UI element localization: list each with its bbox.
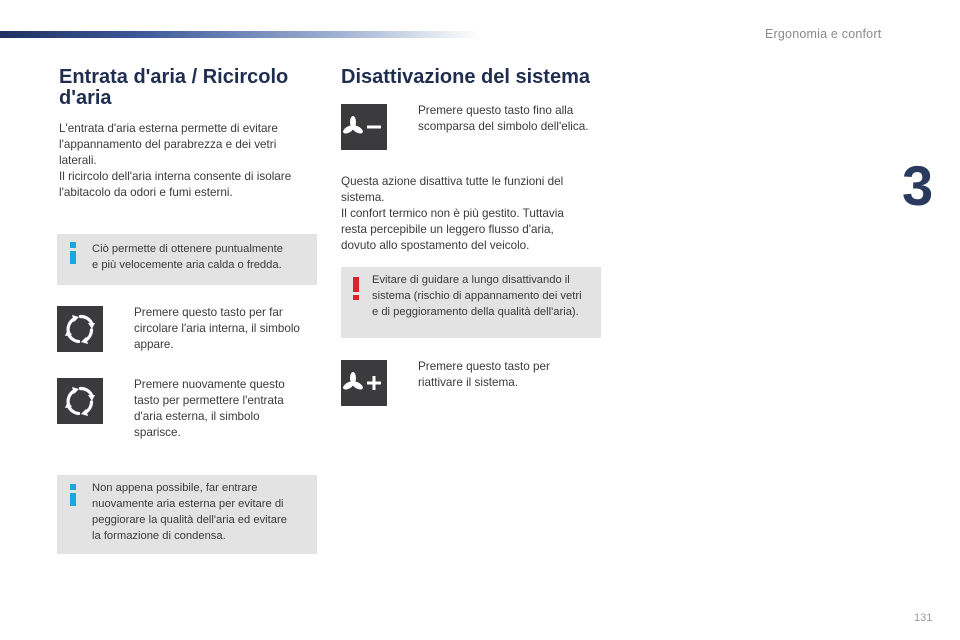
step-line: Premere questo tasto per far — [134, 306, 283, 319]
page-number: 131 — [914, 612, 933, 624]
step-line: circolare l'aria interna, il simbolo — [134, 322, 300, 335]
step-line: Premere questo tasto per — [418, 360, 550, 373]
step-line: appare. — [134, 338, 174, 351]
fan-plus-icon — [341, 360, 387, 406]
para-line: dovuto allo spostamento del veicolo. — [341, 239, 530, 252]
step-line: scomparsa del simbolo dell'elica. — [418, 120, 589, 133]
step-line: Premere questo tasto fino alla — [418, 104, 574, 117]
fan-minus-icon — [341, 104, 387, 150]
info-line: peggiorare la qualità dell'aria ed evitare — [92, 514, 287, 526]
right-title: Disattivazione del sistema — [341, 66, 590, 88]
section-label: Ergonomia e confort — [765, 27, 882, 41]
step-line: tasto per permettere l'entrata — [134, 394, 284, 407]
info-line: la formazione di condensa. — [92, 530, 226, 542]
info-box-1 — [57, 234, 317, 285]
info-line: Ciò permette di ottenere puntualmente — [92, 243, 283, 255]
step-line: sparisce. — [134, 426, 181, 439]
fan-off-button-icon — [341, 104, 387, 150]
warning-line: sistema (rischio di appannamento dei vetri — [372, 290, 582, 302]
intro-line: laterali. — [59, 154, 97, 167]
fan-on-button-icon — [341, 360, 387, 406]
intro-line: L'entrata d'aria esterna permette di evitare — [59, 122, 278, 135]
para-line: Il confort termico non è più gestito. Tuttavia — [341, 207, 564, 220]
chapter-number: 3 — [902, 154, 934, 217]
info-line: Non appena possibile, far entrare — [92, 482, 258, 494]
recirculation-icon — [57, 378, 103, 424]
info-box-2 — [57, 475, 317, 554]
recirculation-icon — [57, 306, 103, 352]
warning-box — [341, 267, 601, 338]
intro-line: l'appannamento del parabrezza e dei vetri — [59, 138, 277, 151]
info-line: nuovamente aria esterna per evitare di — [92, 498, 284, 510]
intro-line: l'abitacolo da odori e fumi esterni. — [59, 186, 233, 199]
left-title: Entrata d'aria / Ricircolo d'aria — [59, 66, 289, 109]
recirculation-button-icon — [57, 378, 103, 424]
para-line: sistema. — [341, 191, 385, 204]
warning-line: Evitare di guidare a lungo disattivando il — [372, 274, 570, 286]
header-color-bar — [0, 31, 480, 38]
recirculation-button-icon — [57, 306, 103, 352]
step-line: d'aria esterna, il simbolo — [134, 410, 260, 423]
info-line: e più velocemente aria calda o fredda. — [92, 259, 282, 271]
step-line: Premere nuovamente questo — [134, 378, 285, 391]
para-line: Questa azione disattiva tutte le funzioni del — [341, 175, 564, 188]
step-line: riattivare il sistema. — [418, 376, 519, 389]
para-line: resta percepibile un leggero flusso d'aria, — [341, 223, 554, 236]
warning-line: e di peggioramento della qualità dell'aria). — [372, 306, 579, 318]
intro-line: Il ricircolo dell'aria interna consente di isolare — [59, 170, 292, 183]
